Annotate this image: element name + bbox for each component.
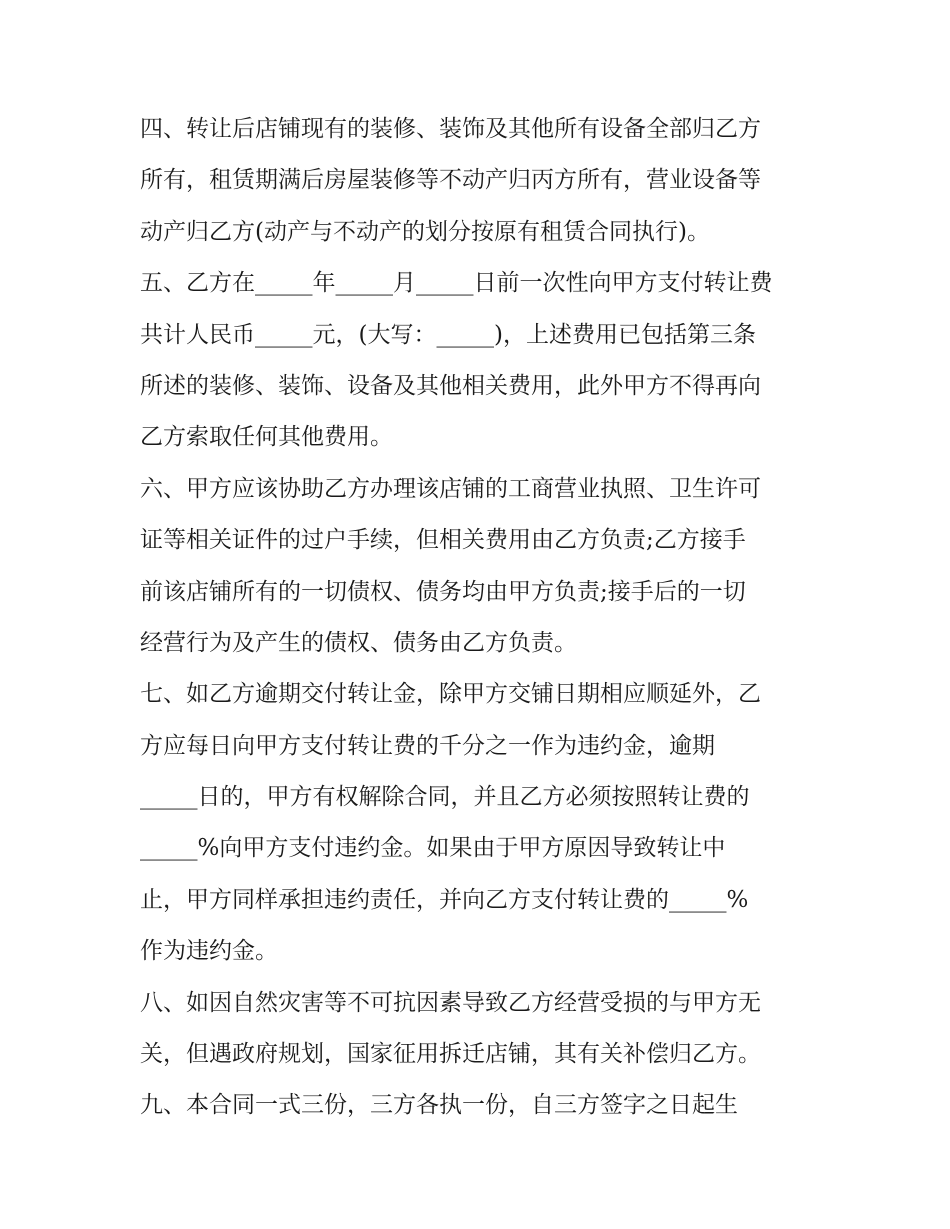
text-line: 五、乙方在_____年_____月_____日前一次性向甲方支付转让费 (140, 270, 773, 297)
text-line: 六、甲方应该协助乙方办理该店铺的工商营业执照、卫生许可 (140, 475, 761, 502)
text-line: 所有，租赁期满后房屋装修等不动产归丙方所有，营业设备等 (140, 167, 761, 194)
text-line: _____日的，甲方有权解除合同，并且乙方必须按照转让费的 (140, 784, 750, 811)
text-line: 方应每日向甲方支付转让费的千分之一作为违约金，逾期 (140, 732, 715, 759)
text-line: 止，甲方同样承担违约责任，并向乙方支付转让费的_____% (140, 886, 749, 913)
text-line: 经营行为及产生的债权、债务由乙方负责。 (140, 629, 577, 656)
text-line: 所述的装修、装饰、设备及其他相关费用，此外甲方不得再向 (140, 372, 761, 399)
text-line: _____%向甲方支付违约金。如果由于甲方原因导致转让中 (140, 835, 726, 862)
text-line: 关，但遇政府规划，国家征用拆迁店铺，其有关补偿归乙方。 (140, 1041, 761, 1068)
text-line: 共计人民币_____元，(大写：_____)，上述费用已包括第三条 (140, 321, 756, 348)
text-line: 证等相关证件的过户手续，但相关费用由乙方负责;乙方接手 (140, 527, 746, 554)
text-line: 作为违约金。 (140, 938, 278, 965)
text-line: 动产归乙方(动产与不动产的划分按原有租赁合同执行)。 (140, 218, 710, 245)
text-line: 乙方索取任何其他费用。 (140, 424, 393, 451)
text-line: 四、转让后店铺现有的装修、装饰及其他所有设备全部归乙方 (140, 116, 761, 142)
text-line: 前该店铺所有的一切债权、债务均由甲方负责;接手后的一切 (140, 578, 746, 605)
text-line: 八、如因自然灾害等不可抗因素导致乙方经营受损的与甲方无 (140, 989, 761, 1016)
text-line: 七、如乙方逾期交付转让金，除甲方交铺日期相应顺延外，乙 (140, 681, 761, 708)
contract-body (140, 104, 830, 1132)
text-line: 九、本合同一式三份，三方各执一份，自三方签字之日起生 (140, 1092, 738, 1119)
